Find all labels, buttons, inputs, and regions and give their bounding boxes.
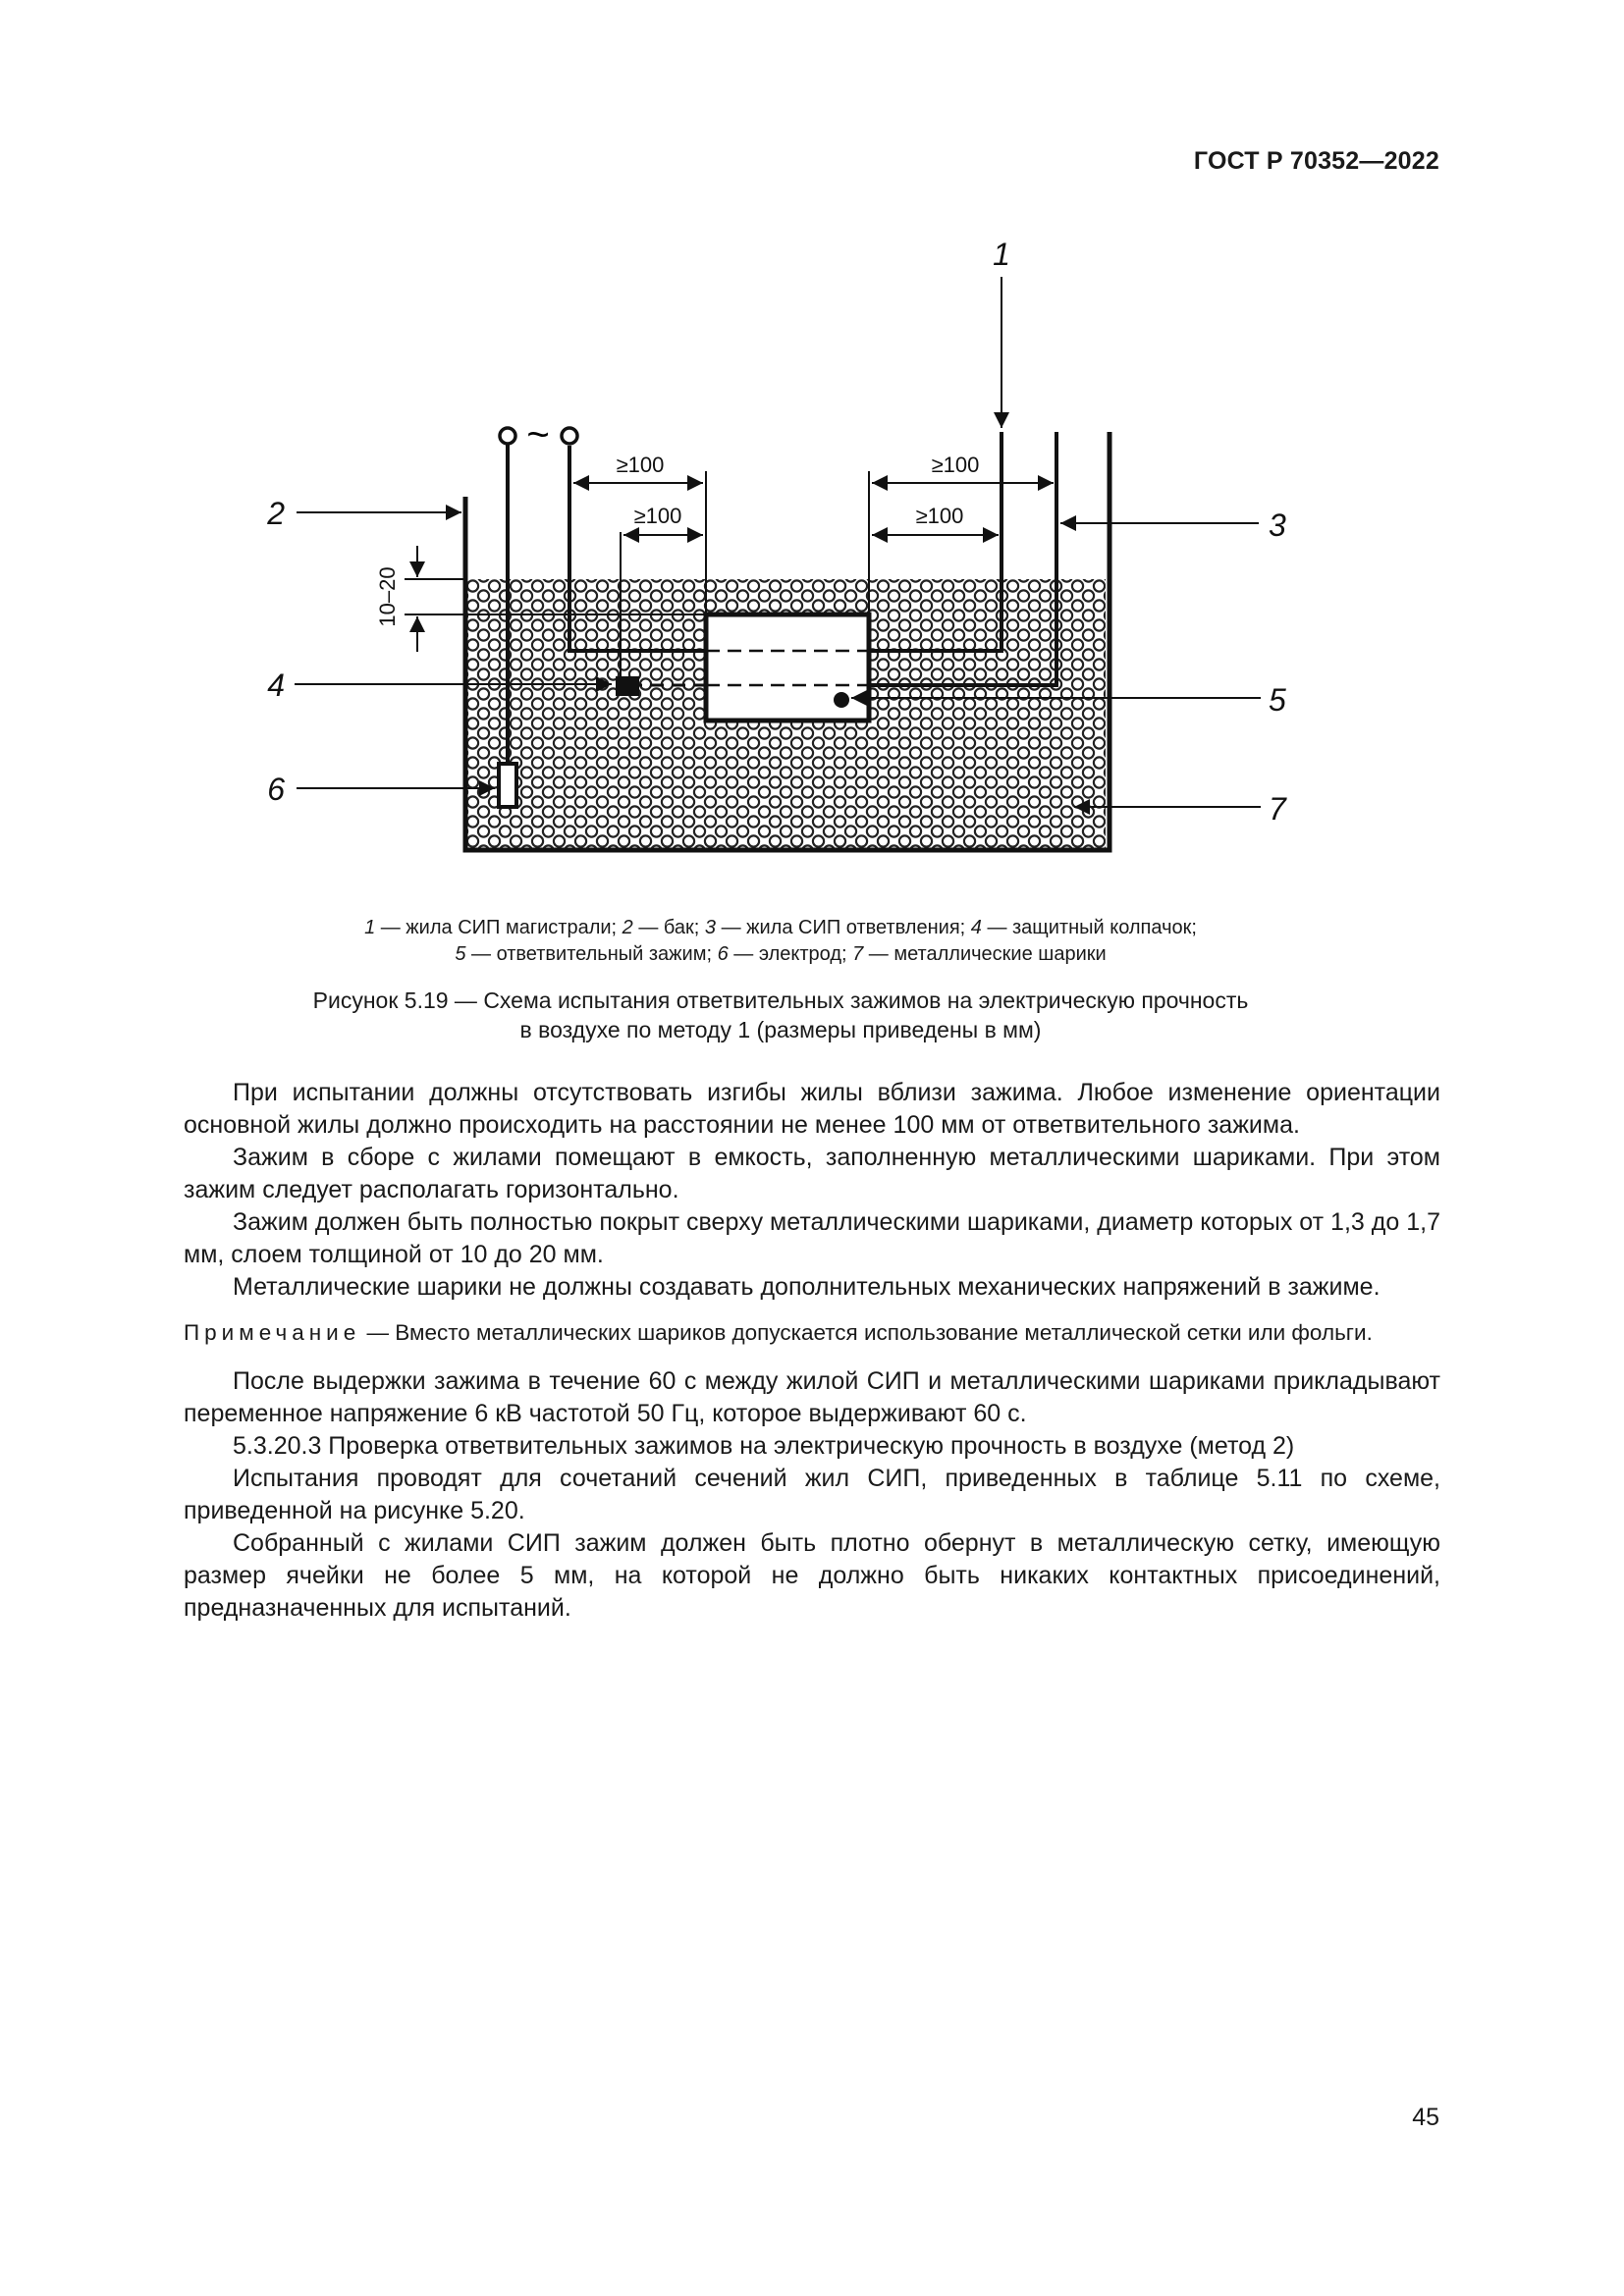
document-header: ГОСТ Р 70352—2022 bbox=[1193, 147, 1439, 175]
paragraph: Металлические шарики не должны создавать дополнительных механических напряжений в зажиме. bbox=[233, 1273, 1380, 1301]
note bbox=[184, 1317, 1440, 1348]
dim-label: ≥100 bbox=[616, 453, 665, 477]
protective-cap bbox=[616, 676, 639, 696]
paragraph: Собранный с жилами СИП зажим должен быть плотно обернут в металлическую сетку, имеющую размер ячейки не более 5 мм, на которой не должно быть никаких контактных присоединений, предназначенных для испытаний. bbox=[184, 1529, 1440, 1622]
callout-2: 2 bbox=[267, 496, 285, 531]
paragraph: Зажим должен быть полностью покрыт сверху металлическими шариками, диаметр которых от 1,3 до 1,7 мм, слоем толщиной от 10 до 20 мм. bbox=[184, 1208, 1440, 1268]
section-heading: 5.3.20.3 Проверка ответвительных зажимов на электрическую прочность в воздухе (метод 2) bbox=[233, 1432, 1295, 1460]
caption-line-2: в воздухе по методу 1 (размеры приведены в мм) bbox=[519, 1017, 1042, 1042]
paragraph: После выдержки зажима в течение 60 с между жилой СИП и металлическими шариками прикладывают переменное напряжение 6 кВ частотой 50 Гц, которое выдерживают 60 с. bbox=[184, 1367, 1440, 1427]
callout-5: 5 bbox=[1269, 682, 1286, 718]
legend-line-1: 1 — жила СИП магистрали; 2 — бак; 3 — жила СИП ответвления; 4 — защитный колпачок; bbox=[364, 917, 1197, 938]
dim-label: ≥100 bbox=[633, 504, 682, 528]
callout-6: 6 bbox=[267, 772, 285, 807]
paragraph: Испытания проводят для сочетаний сечений жил СИП, приведенных в таблице 5.11 по схеме, приведенной на рисунке 5.20. bbox=[184, 1465, 1440, 1524]
ac-source bbox=[500, 413, 577, 456]
figure-caption bbox=[236, 986, 1326, 1044]
dim-label-depth: 10–20 bbox=[375, 566, 400, 627]
figure-legend bbox=[236, 915, 1326, 968]
callout-7: 7 bbox=[1269, 791, 1286, 827]
ac-symbol: ~ bbox=[526, 413, 550, 456]
body-text bbox=[184, 1077, 1440, 1625]
callout-4: 4 bbox=[267, 667, 285, 703]
page-number: 45 bbox=[1412, 2104, 1439, 2131]
legend-line-2: 5 — ответвительный зажим; 6 — электрод; 7 — металлические шарики bbox=[455, 943, 1107, 965]
callout-1: 1 bbox=[993, 237, 1010, 272]
dim-label: ≥100 bbox=[931, 453, 980, 477]
dim-label: ≥100 bbox=[915, 504, 964, 528]
note-text: — Вместо металлических шариков допускается использование металлической сетки или фольги. bbox=[360, 1320, 1373, 1345]
branch-clamp bbox=[706, 614, 869, 721]
test-diagram bbox=[0, 0, 1624, 903]
caption-line-1: Рисунок 5.19 — Схема испытания ответвительных зажимов на электрическую прочность bbox=[312, 988, 1249, 1013]
paragraph: При испытании должны отсутствовать изгибы жилы вблизи зажима. Любое изменение ориентации основной жилы должно происходить на расстоянии не менее 100 мм от ответвительного зажима. bbox=[184, 1079, 1440, 1139]
callout-3: 3 bbox=[1269, 507, 1286, 543]
paragraph: Зажим в сборе с жилами помещают в емкость, заполненную металлическими шариками. При этом зажим следует располагать горизонтально. bbox=[184, 1144, 1440, 1203]
note-label: Примечание bbox=[184, 1320, 361, 1345]
